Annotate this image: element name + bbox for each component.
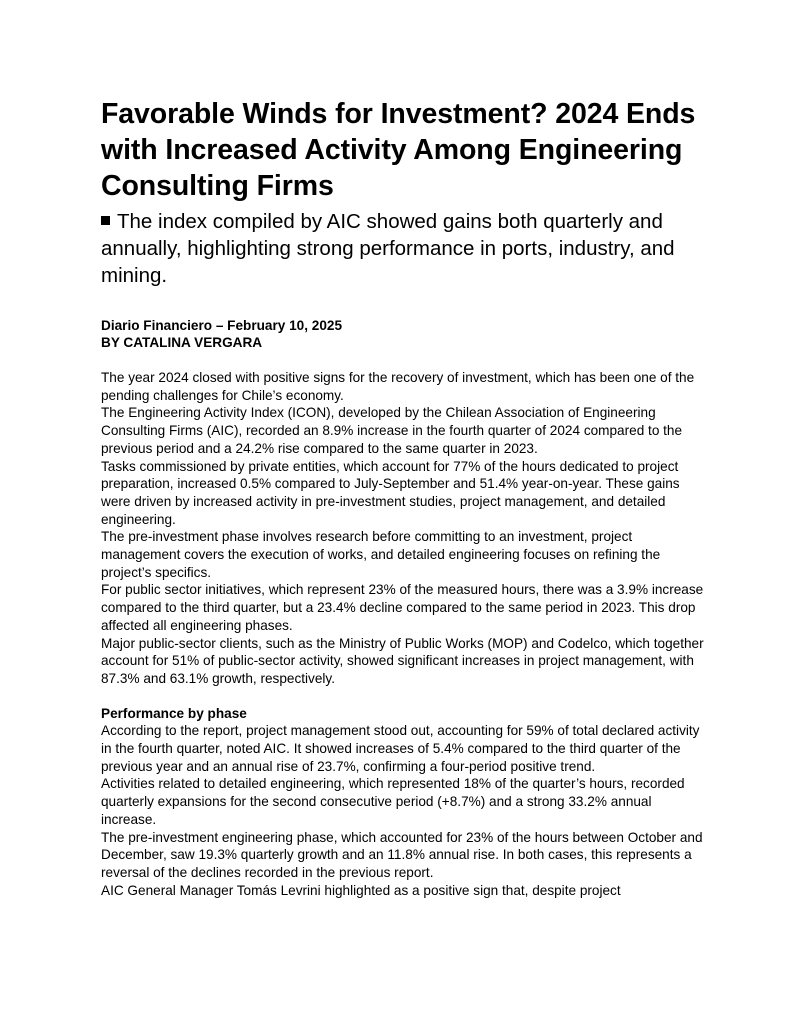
subhead-text: The index compiled by AIC showed gains both quarterly and annually, highlighting strong performance in ports, industry, and mining. [101,210,675,287]
paragraph: Major public-sector clients, such as the Ministry of Public Works (MOP) and Codelco, which together account for 51% of public-sector activity, showed significant increases in project management, with 87.3% and 63.1% growth, respectively. [101,635,704,686]
byline [101,317,706,351]
paragraph: Activities related to detailed engineering, which represented 18% of the quarter’s hours, recorded quarterly expansions for the second consecutive period (+8.7%) and a strong 33.2% annual increase. [101,776,685,827]
square-bullet-icon [101,216,110,225]
paragraph: According to the report, project management stood out, accounting for 59% of total declared activity in the fourth quarter, noted AIC. It showed increases of 5.4% compared to the third quarter of the previous year and an annual rise of 23.7%, confirming a four-period positive trend. [101,723,700,774]
paragraph: The year 2024 closed with positive signs for the recovery of investment, which has been one of the pending challenges for Chile’s economy. [101,370,695,403]
author-line: BY CATALINA VERGARA [101,335,263,350]
section-title: Performance by phase [101,705,247,721]
subhead [101,208,706,289]
paragraph: Tasks commissioned by private entities, which account for 77% of the hours dedicated to project preparation, increased 0.5% compared to July-September and 51.4% year-on-year. These gains were driven by increased activity in pre-investment studies, project management, and detailed engineering. [101,458,680,527]
paragraph: The pre-investment engineering phase, which accounted for 23% of the hours between October and December, saw 19.3% quarterly growth and an 11.8% annual rise. In both cases, this represents a reversal of the declines recorded in the previous report. [101,829,703,880]
paragraph: AIC General Manager Tomás Levrini highlighted as a positive sign that, despite project [101,882,621,898]
article [101,96,706,899]
paragraph: The Engineering Activity Index (ICON), developed by the Chilean Association of Engineering Consulting Firms (AIC), recorded an 8.9% increase in the fourth quarter of 2024 compared to the previous period and a 24.2% rise compared to the same quarter in 2023. [101,405,683,456]
headline: Favorable Winds for Investment? 2024 Ends with Increased Activity Among Engineering Consulting Firms [101,98,696,202]
paragraph: The pre-investment phase involves research before committing to an investment, project management covers the execution of works, and detailed engineering focuses on refining the project’s specifics. [101,529,661,580]
paragraph: For public sector initiatives, which represent 23% of the measured hours, there was a 3.9% increase compared to the third quarter, but a 23.4% decline compared to the same period in 2023. This drop affected all engineering phases. [101,582,704,633]
article-body [101,369,706,899]
source-line: Diario Financiero – February 10, 2025 [101,318,343,333]
